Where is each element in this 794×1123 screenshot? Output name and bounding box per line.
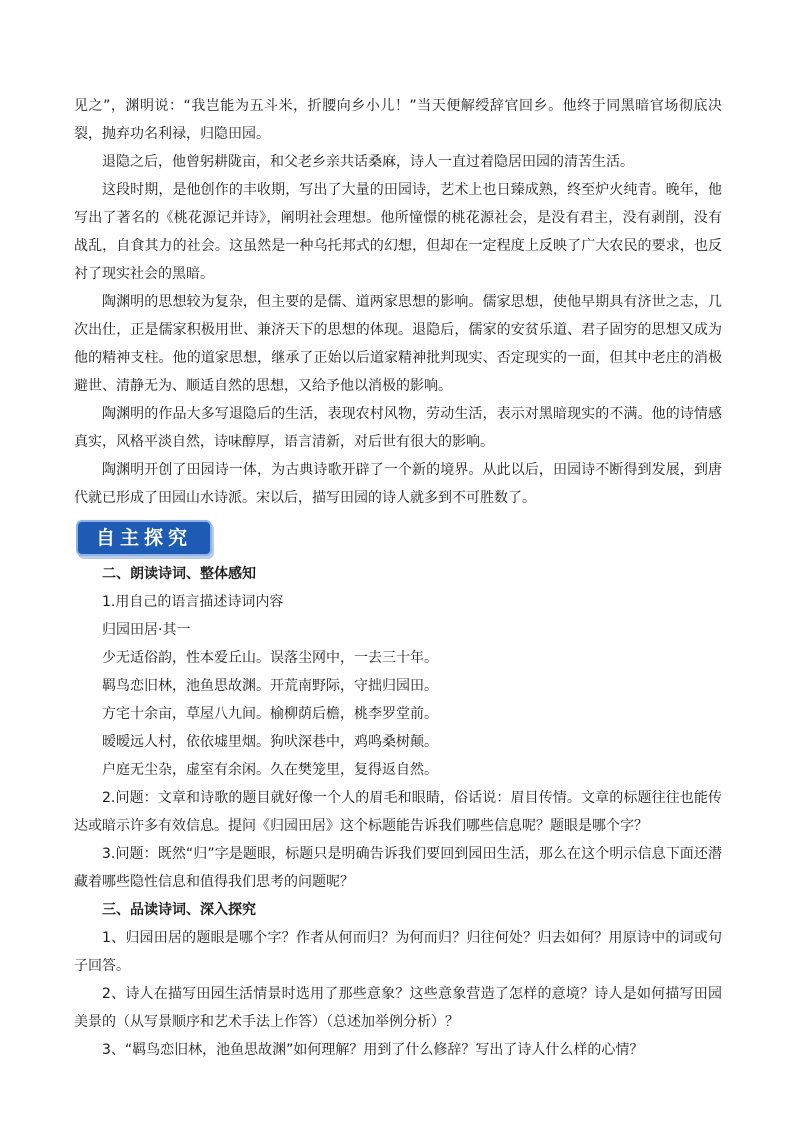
- document-body: [74, 92, 722, 1064]
- section2-heading: 二、朗读诗词、整体感知: [102, 566, 256, 582]
- paragraph-creative-period: 这段时期，是他创作的丰收期，写出了大量的田园诗，艺术上也日臻成熟，终至炉火纯青。晚年，他写出了著名的《桃花源记并诗》，阐明社会理想。他所憧憬的桃花源社会，是没有君主，没有剥削，没有战乱，自食其力的社会。这虽然是一种乌托邦式的幻想，但却在一定程度上反映了广大农民的要求，也反衬了现实社会的黑暗。: [74, 182, 722, 282]
- poem-line: 羁鸟恋旧林，池鱼思故渊。开荒南野际，守拙归园田。: [102, 678, 438, 694]
- section3-question-2: 2、诗人在描写田园生活情景时选用了那些意象？这些意象营造了怎样的意境？诗人是如何描写田园美景的（从写景顺序和艺术手法上作答）（总述加举例分析）？: [74, 986, 722, 1030]
- paragraph-resignation: 见之”，渊明说：“我岂能为五斗米，折腰向乡小儿！”当天便解绶辞官回乡。他终于同黑暗官场彻底决裂，抛弃功名利禄，归隐田园。: [74, 98, 722, 142]
- section-badge-self-exploration: 自主探究: [76, 520, 212, 556]
- paragraph-retirement: 退隐之后，他曾躬耕陇亩，和父老乡亲共话桑麻，诗人一直过着隐居田园的清苦生活。: [102, 154, 634, 170]
- poem-title: 归园田居·其一: [102, 622, 191, 638]
- paragraph-influence: 陶渊明开创了田园诗一体，为古典诗歌开辟了一个新的境界。从此以后，田园诗不断得到发展，到唐代就已形成了田园山水诗派。宋以后，描写田园的诗人就多到不可胜数了。: [74, 462, 722, 506]
- poem-line: 户庭无尘杂，虚室有余闲。久在樊笼里，复得返自然。: [102, 762, 438, 778]
- section2-question-1: 1.用自己的语言描述诗词内容: [102, 594, 284, 610]
- section3-question-1: 1、归园田居的题眼是哪个字？作者从何而归？为何而归？归往何处？归去如何？用原诗中的词或句子回答。: [74, 930, 722, 974]
- section3-heading: 三、品读诗词、深入探究: [102, 902, 256, 918]
- section2-question-3: 3.问题：既然“归”字是题眼，标题只是明确告诉我们要回到园田生活，那么在这个明示信息下面还潜藏着哪些隐性信息和值得我们思考的问题呢？: [74, 846, 722, 890]
- poem-line: 少无适俗韵，性本爱丘山。误落尘网中，一去三十年。: [102, 650, 438, 666]
- section2-question-2: 2.问题：文章和诗歌的题目就好像一个人的眉毛和眼睛，俗话说：眉目传情。文章的标题往往也能传达或暗示许多有效信息。提问《归园田居》这个标题能告诉我们哪些信息呢？题眼是哪个字？: [74, 790, 722, 834]
- paragraph-thought: 陶渊明的思想较为复杂，但主要的是儒、道两家思想的影响。儒家思想，使他早期具有济世之志，几次出仕，正是儒家积极用世、兼济天下的思想的体现。退隐后，儒家的安贫乐道、君子固穷的思想又成为他的精神支柱。他的道家思想，继承了正始以后道家精神批判现实、否定现实的一面，但其中老庄的消极避世、清静无为、顺适自然的思想，又给予他以消极的影响。: [74, 294, 722, 394]
- poem-line: 方宅十余亩，草屋八九间。榆柳荫后檐，桃李罗堂前。: [102, 706, 438, 722]
- section3-question-3: 3、“羁鸟恋旧林，池鱼思故渊”如何理解？用到了什么修辞？写出了诗人什么样的心情？: [102, 1042, 644, 1058]
- paragraph-works: 陶渊明的作品大多写退隐后的生活，表现农村风物，劳动生活，表示对黑暗现实的不满。他的诗情感真实，风格平淡自然，诗味醇厚，语言清新，对后世有很大的影响。: [74, 406, 722, 450]
- poem-line: 暧暧远人村，依依墟里烟。狗吠深巷中，鸡鸣桑树颠。: [102, 734, 438, 750]
